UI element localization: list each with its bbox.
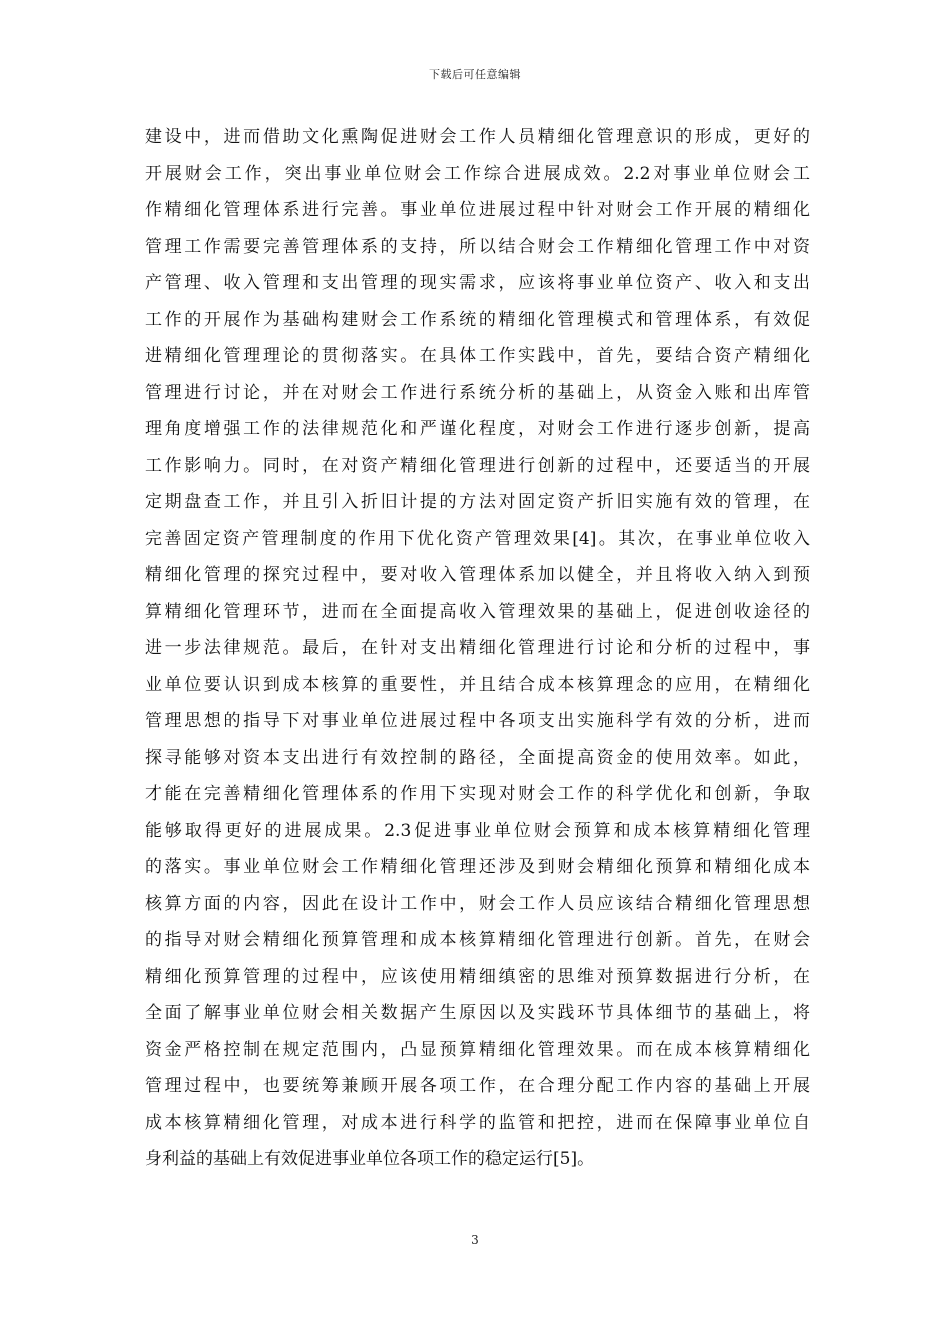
text-line: 定期盘查工作，并且引入折旧计提的方法对固定资产折旧实施有效的管理，在 [145,492,810,512]
page-number: 3 [471,1233,479,1247]
text-line: 管理进行讨论，并在对财会工作进行系统分析的基础上，从资金入账和出库管 [145,382,810,403]
text-line: 管理工作需要完善管理体系的支持，所以结合财会工作精细化管理工作中对资 [145,236,810,257]
text-line: 工作的开展作为基础构建财会工作系统的精细化管理模式和管理体系，有效促 [145,309,810,330]
text-line: 作精细化管理体系进行完善。事业单位进展过程中针对财会工作开展的精细化 [145,200,810,220]
text-line: 核算方面的内容，因此在设计工作中，财会工作人员应该结合精细化管理思想 [145,893,810,914]
text-line: 完善固定资产管理制度的作用下优化资产管理效果[4]。其次，在事业单位收入 [145,528,810,549]
text-line: 探寻能够对资本支出进行有效控制的路径，全面提高资金的使用效率。如此， [145,747,810,768]
text-line: 管理思想的指导下对事业单位进展过程中各项支出实施科学有效的分析，进而 [145,711,810,731]
text-line: 业单位要认识到成本核算的重要性，并且结合成本核算理念的应用，在精细化 [145,674,810,695]
text-line: 产管理、收入管理和支出管理的现实需求，应该将事业单位资产、收入和支出 [145,273,810,293]
text-line: 进精细化管理理论的贯彻落实。在具体工作实践中，首先，要结合资产精细化 [145,346,810,366]
text-line: 能够取得更好的进展成果。2.3促进事业单位财会预算和成本核算精细化管理 [145,820,810,841]
text-line: 工作影响力。同时，在对资产精细化管理进行创新的过程中，还要适当的开展 [145,455,810,476]
text-line: 精细化预算管理的过程中，应该使用精细缜密的思维对预算数据进行分析，在 [145,966,810,987]
text-line: 全面了解事业单位财会相关数据产生原因以及实践环节具体细节的基础上，将 [145,1003,810,1023]
text-line: 成本核算精细化管理，对成本进行科学的监管和把控，进而在保障事业单位自 [145,1112,810,1133]
text-line: 理角度增强工作的法律规范化和严谨化程度，对财会工作进行逐步创新，提高 [145,419,810,439]
text-line: 的落实。事业单位财会工作精细化管理还涉及到财会精细化预算和精细化成本 [145,857,810,877]
text-line: 资金严格控制在规定范围内，凸显预算精细化管理效果。而在成本核算精细化 [145,1039,810,1060]
text-line: 建设中，进而借助文化熏陶促进财会工作人员精细化管理意识的形成，更好的 [145,127,810,147]
text-line: 进一步法律规范。最后，在针对支出精细化管理进行讨论和分析的过程中，事 [145,638,810,658]
body-text [145,119,810,1178]
text-line: 精细化管理的探究过程中，要对收入管理体系加以健全，并且将收入纳入到预 [145,565,810,585]
text-line-last: 身利益的基础上有效促进事业单位各项工作的稳定运行[5]。 [145,1149,595,1169]
text-line: 管理过程中，也要统筹兼顾开展各项工作，在合理分配工作内容的基础上开展 [145,1076,810,1096]
text-line: 的指导对财会精细化预算管理和成本核算精细化管理进行创新。首先，在财会 [145,930,810,950]
page-header: 下载后可任意编辑 [429,68,521,81]
text-line: 开展财会工作，突出事业单位财会工作综合进展成效。2.2对事业单位财会工 [145,163,810,184]
text-line: 算精细化管理环节，进而在全面提高收入管理效果的基础上，促进创收途径的 [145,601,810,622]
text-line: 才能在完善精细化管理体系的作用下实现对财会工作的科学优化和创新，争取 [145,784,810,804]
